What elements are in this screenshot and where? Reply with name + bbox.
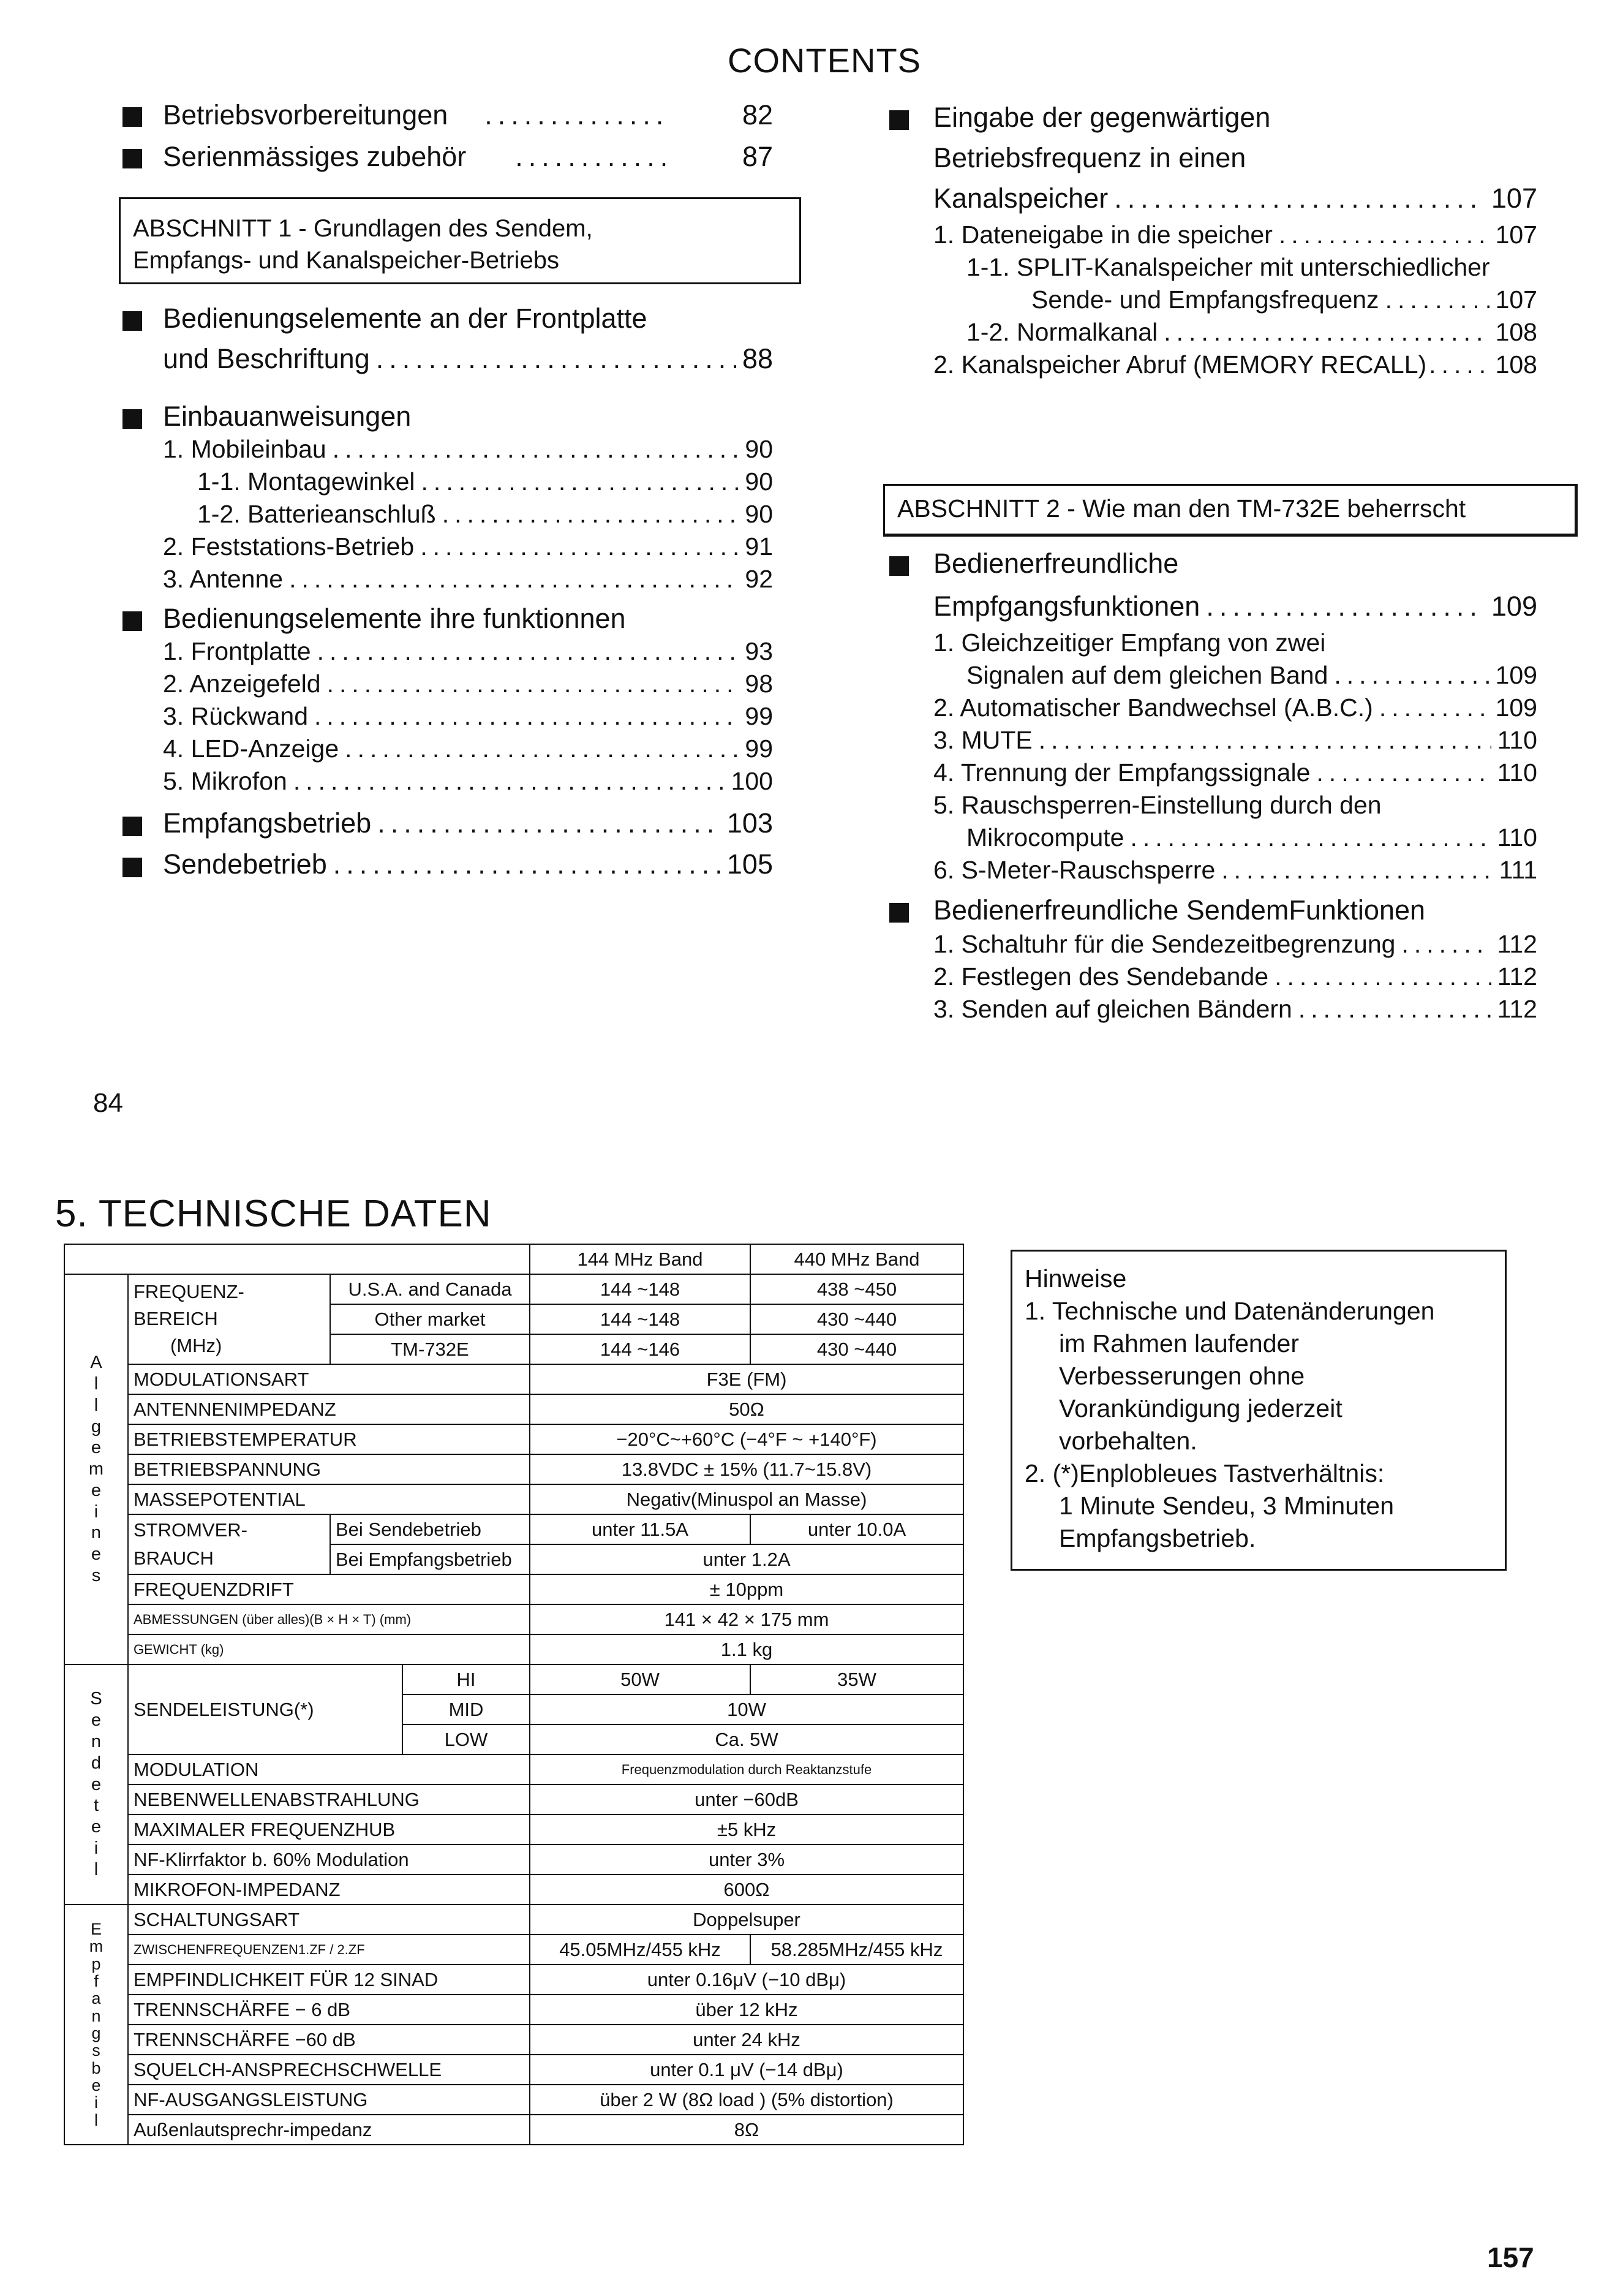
table-row: LOW Ca. 5W (64, 1724, 963, 1754)
table-row: EMPFINDLICHKEIT FÜR 12 SINAD unter 0.16μV (−10 dBμ) (64, 1965, 963, 1995)
table-row: TM-732E 144 ~146 430 ~440 (64, 1334, 963, 1364)
vertical-letter: d (91, 1753, 102, 1773)
vertical-letter: s (91, 1566, 101, 1586)
toc-heading: Betriebsfrequenz in einen (933, 142, 1246, 173)
table-row: BETRIEBSTEMPERATUR −20°C~+60°C (−4°F ~ +140°F) (64, 1424, 963, 1454)
notes-box: Hinweise 1. Technische und Datenänderungen im Rahmen laufender Verbesserungen ohne Vorankündigung jederzeit vorbehalten. 2. (*)Enplobleues Tastverhältnis: 1 Minute Sendeu, 3 Mminuten Empfangsbetrieb. (1011, 1250, 1507, 1571)
vertical-letter: g (91, 1416, 102, 1437)
group-allgemeines (64, 1274, 128, 1664)
toc-entry[interactable]: Sende- und Empfangsfrequenz ..... 107 (1031, 285, 1537, 314)
toc-line: 5. Rauschsperren-Einstellung durch den (933, 791, 1382, 819)
toc-entry[interactable]: Kanalspeicher ..... 107 (933, 183, 1537, 214)
table-row: FREQUENZDRIFT ± 10ppm (64, 1574, 963, 1604)
toc-leader (515, 141, 669, 173)
toc-heading: Bedienerfreundliche (933, 548, 1179, 579)
table-row: ABMESSUNGEN (über alles)(B × H × T) (mm) 141 × 42 × 175 mm (64, 1604, 963, 1634)
toc-entry[interactable]: 1. Schaltuhr für die Sendezeitbegrenzung ..... 112 (933, 930, 1537, 959)
toc-label: Serienmässiges zubehör (163, 141, 467, 172)
bullet-square-icon (122, 311, 142, 331)
group-sendeteil (64, 1664, 128, 1905)
toc-entry[interactable] (163, 141, 773, 173)
toc-entry[interactable]: 3. Rückwand ..... 99 (163, 702, 773, 731)
vertical-letter: n (91, 2006, 101, 2025)
toc-entry[interactable]: 3. Antenne ..... 92 (163, 565, 773, 594)
vertical-letter: e (91, 1438, 102, 1458)
technische-daten-title: 5. TECHNISCHE DATEN (55, 1193, 492, 1235)
toc-entry[interactable]: 1-2. Batterieanschluß ..... 90 (197, 500, 773, 529)
toc-page: 82 (742, 99, 773, 130)
notes-heading: Hinweise (1025, 1264, 1127, 1293)
table-row: STROMVER- BRAUCH Bei Sendebetrieb unter 11.5A unter 10.0A (64, 1514, 963, 1544)
vertical-letter: m (88, 1459, 104, 1479)
toc-heading: Bedienungselemente ihre funktionnen (163, 603, 626, 634)
toc-label: und Beschriftung (163, 343, 370, 374)
toc-line: 1. Gleichzeitiger Empfang von zwei (933, 629, 1326, 657)
header-440: 440 MHz Band (750, 1244, 963, 1274)
bullet-square-icon (122, 149, 142, 168)
vertical-letter: a (91, 1989, 101, 2008)
vertical-letter: e (91, 1544, 102, 1565)
table-row: ANTENNENIMPEDANZ 50Ω (64, 1394, 963, 1424)
vertical-letter: g (91, 2024, 101, 2042)
toc-entry[interactable]: 4. LED-Anzeige ..... 99 (163, 734, 773, 763)
vertical-letter: S (90, 1689, 102, 1709)
table-row: MODULATIONSART F3E (FM) (64, 1364, 963, 1394)
toc-entry[interactable]: 5. Mikrofon ..... 100 (163, 767, 773, 796)
page-number-84: 84 (93, 1088, 123, 1118)
section2-box: ABSCHNITT 2 - Wie man den TM-732E beherrscht (883, 484, 1578, 537)
table-row: E m p f a n g s b e i l SCHALTUNGSART Doppelsuper (64, 1905, 963, 1935)
table-row: NEBENWELLENABSTRAHLUNG unter −60dB (64, 1784, 963, 1815)
vertical-letter: e (91, 1817, 102, 1837)
vertical-letter: l (94, 1859, 99, 1879)
table-row: BETRIEBSPANNUNG 13.8VDC ± 15% (11.7~15.8V) (64, 1454, 963, 1484)
bullet-square-icon (889, 110, 909, 130)
vertical-letter: n (91, 1732, 102, 1751)
table-row: NF-AUSGANGSLEISTUNG über 2 W (8Ω load ) (5% distortion) (64, 2085, 963, 2115)
table-row: S e n d e t e i l SENDELEISTUNG(*) HI 50W 35W (64, 1664, 963, 1694)
toc-heading: Einbauanweisungen (163, 401, 412, 432)
bullet-square-icon (122, 409, 142, 429)
table-row: ZWISCHENFREQUENZEN1.ZF / 2.ZF 45.05MHz/455 kHz 58.285MHz/455 kHz (64, 1935, 963, 1965)
vertical-letter: A (90, 1353, 102, 1373)
freq-label: FREQUENZ- BEREICH (MHz) (128, 1274, 330, 1364)
bullet-square-icon (122, 817, 142, 836)
section1-line2: Empfangs- und Kanalspeicher-Betriebs (133, 247, 559, 274)
toc-line: 1-1. SPLIT-Kanalspeicher mit unterschiedlicher (966, 253, 1490, 281)
toc-entry[interactable]: 3. MUTE ..... 110 (933, 726, 1537, 755)
table-row: MID 10W (64, 1694, 963, 1724)
toc-page: 87 (742, 141, 773, 172)
page-number-157: 157 (1487, 2241, 1534, 2273)
table-row: Bei Empfangsbetrieb unter 1.2A (64, 1544, 963, 1574)
toc-entry[interactable]: 3. Senden auf gleichen Bändern ..... 112 (933, 995, 1537, 1024)
toc-label: Betriebsvorbereitungen (163, 99, 448, 130)
toc-entry[interactable]: 1-1. Montagewinkel ..... 90 (197, 467, 773, 496)
toc-entry[interactable]: 1. Frontplatte ..... 93 (163, 637, 773, 666)
toc-entry[interactable]: 2. Automatischer Bandwechsel (A.B.C.) ..... 109 (933, 693, 1537, 722)
vertical-letter: t (93, 1796, 99, 1816)
table-row: TRENNSCHÄRFE − 6 dB über 12 kHz (64, 1995, 963, 2025)
toc-entry[interactable]: 2. Kanalspeicher Abruf (MEMORY RECALL) ..... 108 (933, 350, 1537, 379)
toc-leader (484, 99, 669, 131)
table-row: MASSEPOTENTIAL Negativ(Minuspol an Masse) (64, 1484, 963, 1514)
toc-leader (376, 343, 736, 375)
toc-entry[interactable]: 1-2. Normalkanal ..... 108 (966, 318, 1537, 347)
table-row (64, 1244, 963, 1274)
toc-heading: Bedienerfreundliche SendemFunktionen (933, 894, 1426, 926)
vertical-letter: p (91, 1954, 101, 1973)
toc-entry[interactable]: Signalen auf dem gleichen Band ..... 109 (966, 661, 1537, 690)
toc-entry[interactable] (163, 99, 773, 131)
section1-line1: ABSCHNITT 1 - Grundlagen des Sendem, (133, 215, 593, 242)
vertical-letter: l (94, 1373, 99, 1394)
bullet-square-icon (889, 903, 909, 923)
toc-entry[interactable]: 2. Festlegen des Sendebande ..... 112 (933, 962, 1537, 991)
vertical-letter: l (94, 1395, 99, 1415)
toc-entry[interactable]: Sendebetrieb ..... 105 (163, 848, 773, 880)
table-row: A l l g e m e i n e s FREQUENZ- BEREICH (MHz) U.S.A. and Canada 144 ~148 438 ~450 (64, 1274, 963, 1304)
bullet-square-icon (122, 611, 142, 631)
toc-entry[interactable]: Empfgangsfunktionen ..... 109 (933, 591, 1537, 622)
vertical-letter: s (92, 2041, 100, 2060)
vertical-letter: m (89, 1937, 104, 1956)
group-empfangsteil (64, 1905, 128, 2145)
contents-title: CONTENTS (728, 41, 921, 80)
vertical-letter: e (91, 1480, 102, 1500)
vertical-letter: E (90, 1919, 102, 1938)
vertical-letter: e (91, 1710, 102, 1731)
table-row: Other market 144 ~148 430 ~440 (64, 1304, 963, 1334)
toc-entry[interactable]: 1. Mobileinbau ..... 90 (163, 435, 773, 464)
vertical-letter: i (94, 1838, 99, 1858)
stromverbrauch-label: STROMVER- BRAUCH (128, 1514, 330, 1574)
toc-entry[interactable] (163, 343, 773, 375)
vertical-letter: e (91, 1774, 102, 1794)
toc-entry[interactable]: 2. Anzeigefeld ..... 98 (163, 670, 773, 698)
table-row: MIKROFON-IMPEDANZ 600Ω (64, 1875, 963, 1905)
toc-page: 88 (742, 343, 773, 374)
vertical-letter: e (91, 2076, 101, 2095)
table-row: GEWICHT (kg) 1.1 kg (64, 1634, 963, 1664)
table-row: MAXIMALER FREQUENZHUB ±5 kHz (64, 1815, 963, 1845)
bullet-square-icon (889, 556, 909, 576)
toc-heading: Eingabe der gegenwärtigen (933, 102, 1271, 133)
vertical-letter: i (94, 2093, 98, 2112)
toc-entry[interactable]: 2. Feststations-Betrieb ..... 91 (163, 532, 773, 561)
table-row: NF-Klirrfaktor b. 60% Modulation unter 3% (64, 1845, 963, 1875)
vertical-letter: n (91, 1523, 102, 1543)
toc-entry[interactable]: 6. S-Meter-Rauschsperre ..... 111 (933, 856, 1537, 885)
table-row: Außenlautsprechr-impedanz 8Ω (64, 2115, 963, 2145)
spec-table (64, 1244, 964, 2145)
bullet-square-icon (122, 107, 142, 127)
toc-heading: Bedienungselemente an der Frontplatte (163, 303, 647, 334)
vertical-letter: f (94, 1971, 99, 1990)
bullet-square-icon (122, 858, 142, 877)
table-row: MODULATION Frequenzmodulation durch Reaktanzstufe (64, 1754, 963, 1784)
vertical-letter: i (94, 1501, 99, 1522)
vertical-letter: l (94, 2110, 98, 2129)
header-144: 144 MHz Band (530, 1244, 750, 1274)
toc-entry[interactable]: Mikrocompute ..... 110 (966, 823, 1537, 852)
toc-entry[interactable]: Empfangsbetrieb ..... 103 (163, 807, 773, 839)
table-row: SQUELCH-ANSPRECHSCHWELLE unter 0.1 μV (−14 dBμ) (64, 2055, 963, 2085)
vertical-letter: b (91, 2058, 101, 2077)
table-row: TRENNSCHÄRFE −60 dB unter 24 kHz (64, 2025, 963, 2055)
toc-entry[interactable]: 1. Dateneigabe in die speicher ..... 107 (933, 221, 1537, 249)
section1-box (119, 197, 801, 284)
toc-entry[interactable]: 4. Trennung der Empfangssignale ..... 110 (933, 758, 1537, 787)
